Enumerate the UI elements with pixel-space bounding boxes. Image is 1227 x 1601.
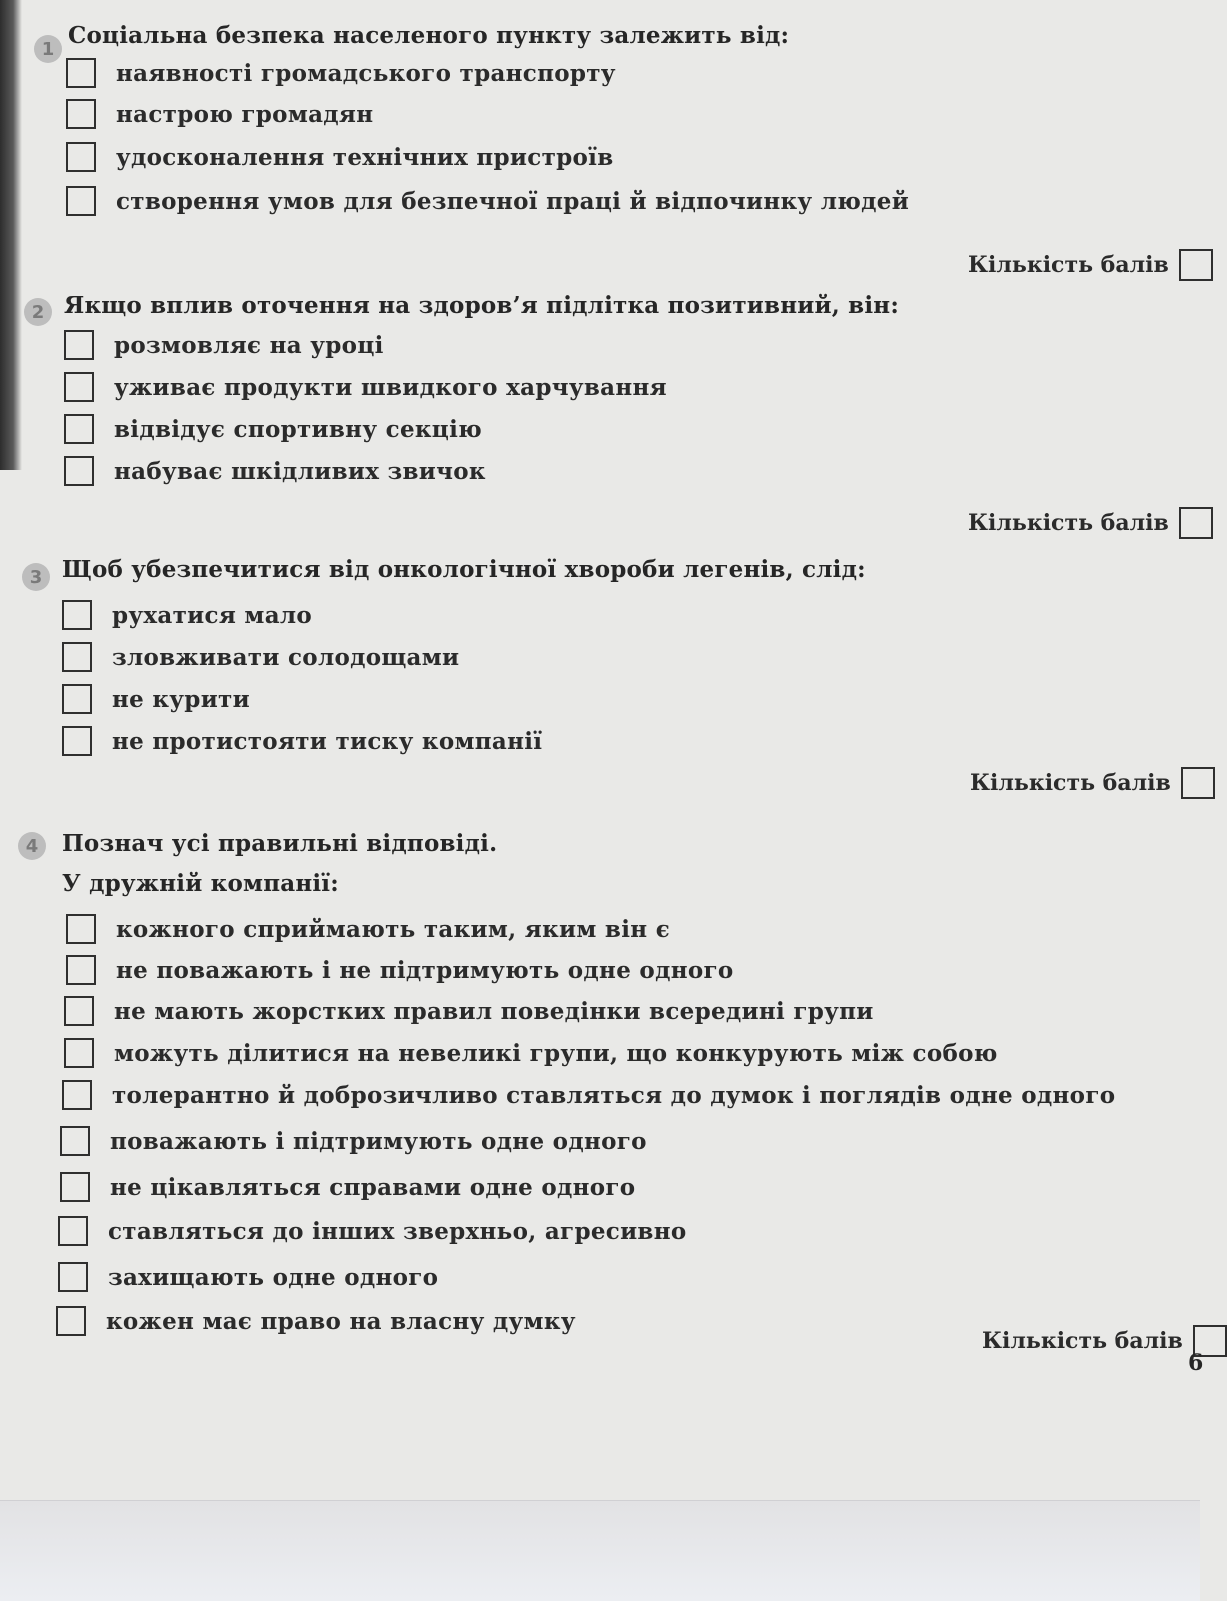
checkbox[interactable]: [66, 99, 96, 129]
question-4-title: Познач усі правильні відповіді.: [62, 830, 498, 857]
question-1-option-2[interactable]: [66, 99, 373, 129]
score-input-box[interactable]: [1179, 507, 1213, 539]
checkbox[interactable]: [56, 1306, 86, 1336]
option-label: не мають жорстких правил поведінки всередині групи: [114, 997, 874, 1025]
checkbox[interactable]: [66, 914, 96, 944]
checkbox[interactable]: [62, 1080, 92, 1110]
question-3-score: [970, 767, 1215, 799]
question-4-option-1[interactable]: [66, 914, 670, 944]
question-4-option-3[interactable]: [64, 996, 874, 1026]
option-label: настрою громадян: [116, 100, 374, 128]
checkbox[interactable]: [62, 642, 92, 672]
checkbox[interactable]: [58, 1216, 88, 1246]
option-label: створення умов для безпечної праці й відпочинку людей: [116, 187, 910, 215]
question-4-number: 4: [18, 832, 46, 860]
checkbox[interactable]: [64, 456, 94, 486]
question-1-option-1[interactable]: [66, 58, 616, 88]
question-4-option-10[interactable]: [56, 1306, 576, 1336]
checkbox[interactable]: [64, 372, 94, 402]
question-1-score: [968, 249, 1213, 281]
checkbox[interactable]: [64, 1038, 94, 1068]
question-1-title: Соціальна безпека населеного пункту залежить від:: [68, 22, 790, 49]
page-number: 6: [1188, 1350, 1204, 1376]
option-label: рухатися мало: [112, 601, 313, 629]
checkbox[interactable]: [62, 726, 92, 756]
checkbox[interactable]: [62, 684, 92, 714]
score-input-box[interactable]: [1179, 249, 1213, 281]
question-2-option-4[interactable]: [64, 456, 486, 486]
score-label: Кількість балів: [982, 1328, 1183, 1354]
option-label: захищають одне одного: [108, 1263, 439, 1291]
option-label: не поважають і не підтримують одне одного: [116, 956, 734, 984]
question-3-number: 3: [22, 563, 50, 591]
question-3-title: Щоб убезпечитися від онкологічної хвороби легенів, слід:: [62, 556, 866, 583]
option-label: можуть ділитися на невеликі групи, що конкурують між собою: [114, 1039, 998, 1067]
checkbox[interactable]: [66, 955, 96, 985]
option-label: не курити: [112, 685, 250, 713]
option-label: зловживати солодощами: [112, 643, 460, 671]
checkbox[interactable]: [60, 1126, 90, 1156]
checkbox[interactable]: [66, 58, 96, 88]
question-2-option-3[interactable]: [64, 414, 482, 444]
option-label: відвідує спортивну секцію: [114, 415, 483, 443]
checkbox[interactable]: [60, 1172, 90, 1202]
checkbox[interactable]: [66, 142, 96, 172]
checkbox[interactable]: [58, 1262, 88, 1292]
option-label: наявності громадського транспорту: [116, 59, 616, 87]
question-2-option-1[interactable]: [64, 330, 384, 360]
question-3-option-3[interactable]: [62, 684, 250, 714]
checkbox[interactable]: [64, 996, 94, 1026]
score-label: Кількість балів: [970, 770, 1171, 796]
question-4-option-5[interactable]: [62, 1080, 1115, 1110]
table-surface: [0, 1500, 1200, 1601]
question-1-option-3[interactable]: [66, 142, 614, 172]
option-label: не протистояти тиску компанії: [112, 727, 543, 755]
option-label: поважають і підтримують одне одного: [110, 1127, 647, 1155]
option-label: набуває шкідливих звичок: [114, 457, 486, 485]
option-label: кожен має право на власну думку: [106, 1307, 576, 1335]
option-label: кожного сприймають таким, яким він є: [116, 915, 670, 943]
score-label: Кількість балів: [968, 510, 1169, 536]
question-4-option-6[interactable]: [60, 1126, 647, 1156]
score-input-box[interactable]: [1181, 767, 1215, 799]
checkbox[interactable]: [64, 330, 94, 360]
question-3-option-2[interactable]: [62, 642, 459, 672]
question-2-number: 2: [24, 298, 52, 326]
option-label: не цікавляться справами одне одного: [110, 1173, 636, 1201]
option-label: толерантно й доброзичливо ставляться до думок і поглядів одне одного: [112, 1081, 1116, 1109]
question-3-option-4[interactable]: [62, 726, 542, 756]
option-label: удосконалення технічних пристроїв: [116, 143, 614, 171]
question-1-number: 1: [34, 35, 62, 63]
checkbox[interactable]: [62, 600, 92, 630]
question-2-option-2[interactable]: [64, 372, 667, 402]
question-2-title: Якщо вплив оточення на здоров’я підлітка позитивний, він:: [64, 292, 900, 319]
question-4-option-9[interactable]: [58, 1262, 438, 1292]
checkbox[interactable]: [64, 414, 94, 444]
option-label: уживає продукти швидкого харчування: [114, 373, 667, 401]
question-2-score: [968, 507, 1213, 539]
question-4-option-7[interactable]: [60, 1172, 635, 1202]
question-4-option-2[interactable]: [66, 955, 734, 985]
score-label: Кількість балів: [968, 252, 1169, 278]
option-label: розмовляє на уроці: [114, 331, 384, 359]
question-4-option-8[interactable]: [58, 1216, 686, 1246]
question-4-option-4[interactable]: [64, 1038, 998, 1068]
option-label: ставляться до інших зверхньо, агресивно: [108, 1217, 687, 1245]
question-4-subtitle: У дружній компанії:: [62, 870, 339, 897]
checkbox[interactable]: [66, 186, 96, 216]
question-1-option-4[interactable]: [66, 186, 909, 216]
question-3-option-1[interactable]: [62, 600, 312, 630]
